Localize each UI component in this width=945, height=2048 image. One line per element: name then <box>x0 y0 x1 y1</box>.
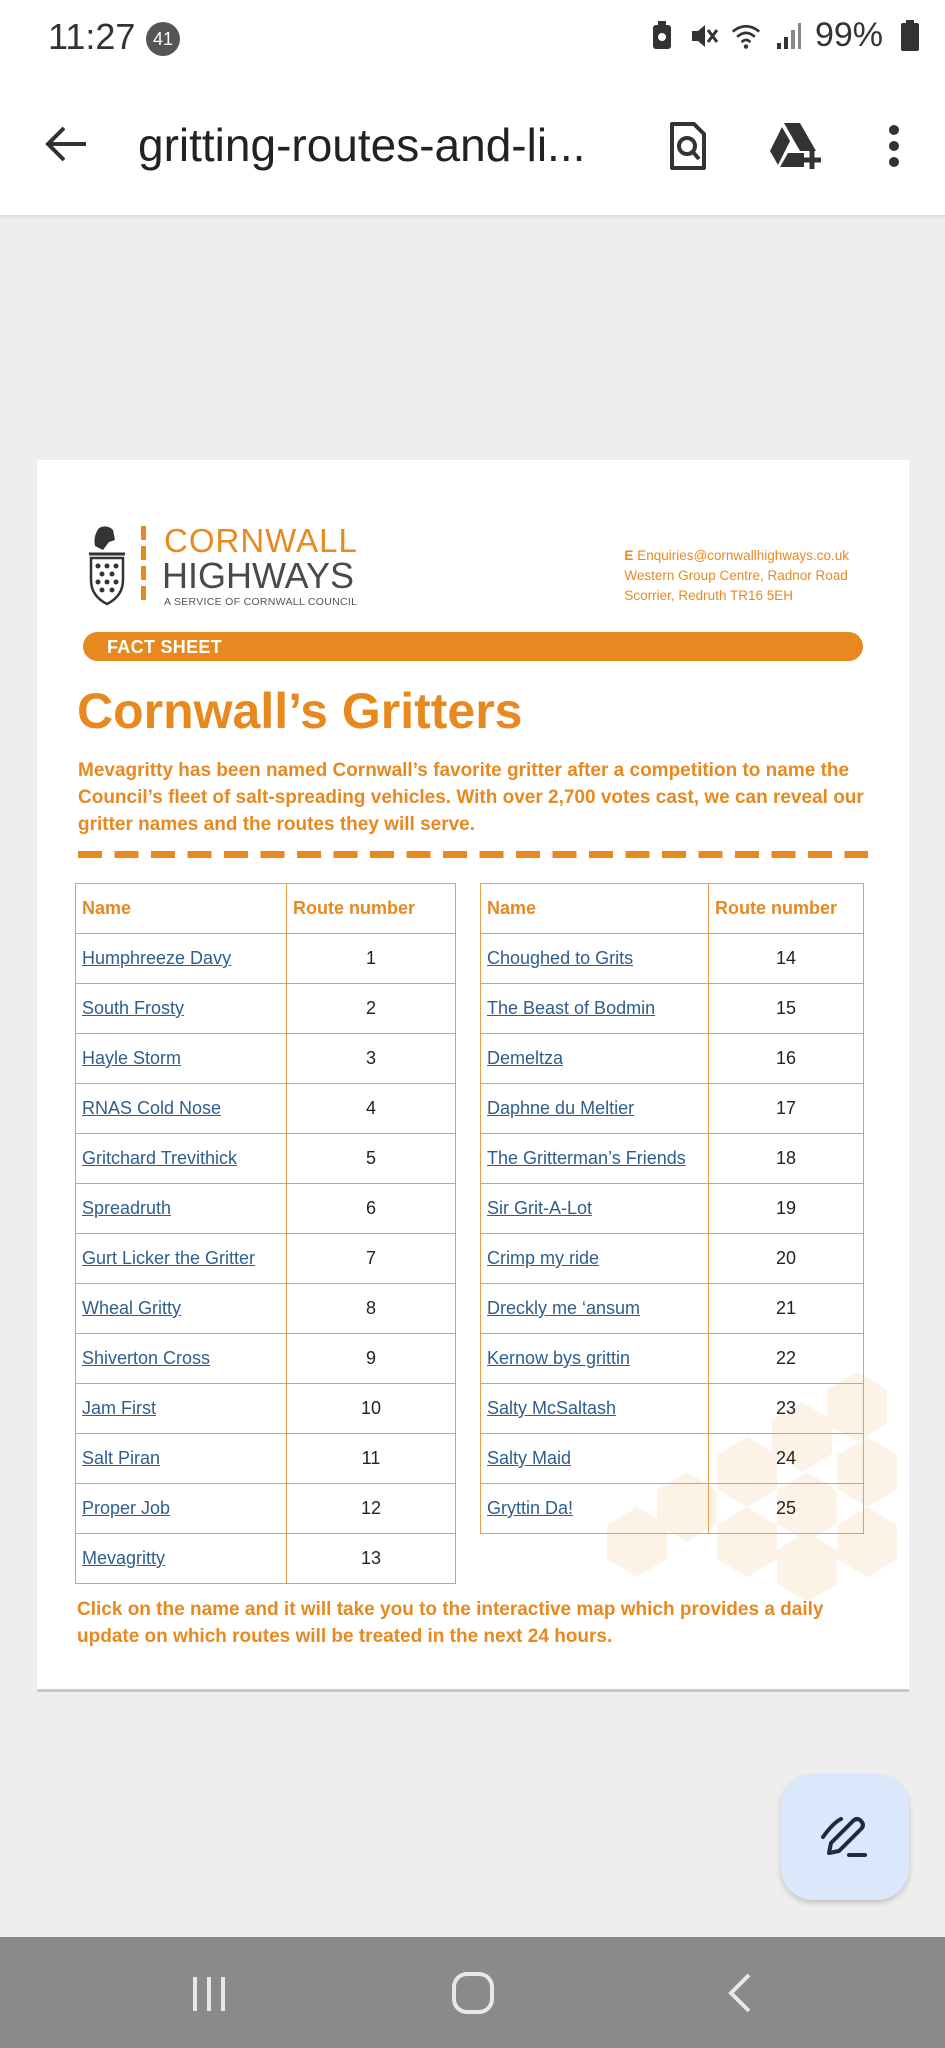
intro-paragraph: Mevagritty has been named Cornwall’s favorite gritter after a competition to name the Council’s fleet of salt-spreading vehicles. With over 2,700 votes cast, we can reveal our gritter names and the routes they will serve. <box>78 760 864 835</box>
document-search-icon <box>666 121 708 171</box>
gritter-name-link[interactable]: Gurt Licker the Gritter <box>76 1234 287 1284</box>
table-header-row <box>76 884 456 934</box>
route-number: 4 <box>287 1084 456 1134</box>
route-number: 8 <box>287 1284 456 1334</box>
gritter-name-link[interactable]: Shiverton Cross <box>76 1334 287 1384</box>
gritter-name-link[interactable]: Kernow bys grittin <box>481 1334 709 1384</box>
table-row <box>76 1534 456 1584</box>
route-number: 13 <box>287 1534 456 1584</box>
contact-block <box>624 546 849 606</box>
route-number: 14 <box>709 934 864 984</box>
route-number: 15 <box>709 984 864 1034</box>
gritter-name-link[interactable]: Hayle Storm <box>76 1034 287 1084</box>
app-bar <box>0 78 945 216</box>
search-document-button[interactable] <box>655 114 719 178</box>
cornwall-crest-icon <box>85 524 129 606</box>
route-number: 5 <box>287 1134 456 1184</box>
gritter-name-link[interactable]: Jam First <box>76 1384 287 1434</box>
gritter-name-link[interactable]: Salty Maid <box>481 1434 709 1484</box>
battery-icon <box>895 19 925 53</box>
back-button[interactable] <box>36 114 96 174</box>
notification-count-badge: 41 <box>146 22 180 56</box>
gritter-name-link[interactable]: Salt Piran <box>76 1434 287 1484</box>
table-row <box>481 1184 864 1234</box>
route-number: 1 <box>287 934 456 984</box>
table-row <box>481 1284 864 1334</box>
dashed-divider <box>78 851 868 858</box>
table-row <box>76 1184 456 1234</box>
table-header-row <box>481 884 864 934</box>
contact-address-line-1: Western Group Centre, Radnor Road <box>624 568 848 583</box>
table-row <box>76 1434 456 1484</box>
gritter-name-link[interactable]: Daphne du Meltier <box>481 1084 709 1134</box>
add-to-drive-button[interactable] <box>764 114 828 178</box>
route-number: 21 <box>709 1284 864 1334</box>
contact-address-line-2: Scorrier, Redruth TR16 5EH <box>624 588 793 603</box>
logo-service-text: A SERVICE OF CORNWALL COUNCIL <box>164 596 358 608</box>
arrow-left-icon <box>44 124 88 164</box>
navigation-bar <box>0 1937 945 2048</box>
gritter-name-link[interactable]: Dreckly me ‘ansum <box>481 1284 709 1334</box>
table-row <box>481 1134 864 1184</box>
status-bar <box>0 0 945 78</box>
gritter-name-link[interactable]: Crimp my ride <box>481 1234 709 1284</box>
table-row <box>481 934 864 984</box>
table-row <box>76 1134 456 1184</box>
gritter-name-link[interactable]: The Gritterman’s Friends <box>481 1134 709 1184</box>
logo-cornwall-text: CORNWALL <box>164 522 358 559</box>
document-title: gritting-routes-and-li... <box>138 119 586 171</box>
table-row <box>76 1084 456 1134</box>
route-number: 25 <box>709 1484 864 1534</box>
table-row <box>76 1484 456 1534</box>
table-row <box>481 984 864 1034</box>
table-row <box>76 1034 456 1084</box>
wifi-icon <box>731 19 761 53</box>
table-row <box>481 1334 864 1384</box>
recents-icon <box>189 1973 229 2013</box>
gritter-name-link[interactable]: Gryttin Da! <box>481 1484 709 1534</box>
contact-email-label: E <box>624 548 634 563</box>
battery-saver-icon <box>647 19 677 53</box>
route-number: 11 <box>287 1434 456 1484</box>
route-number: 23 <box>709 1384 864 1434</box>
gritter-name-link[interactable]: Sir Grit-A-Lot <box>481 1184 709 1234</box>
table-row <box>481 1084 864 1134</box>
gritter-name-link[interactable]: Mevagritty <box>76 1534 287 1584</box>
home-icon <box>450 1970 496 2016</box>
table-row <box>481 1234 864 1284</box>
gritter-name-link[interactable]: Wheal Gritty <box>76 1284 287 1334</box>
home-button[interactable] <box>443 1967 503 2019</box>
gritter-name-link[interactable]: Demeltza <box>481 1034 709 1084</box>
table-row <box>481 1484 864 1534</box>
logo-divider <box>141 526 146 602</box>
gritters-table-left <box>75 883 456 1584</box>
recents-button[interactable] <box>179 1967 239 2019</box>
table-row <box>76 1234 456 1284</box>
route-number: 16 <box>709 1034 864 1084</box>
route-number: 10 <box>287 1384 456 1434</box>
route-number: 6 <box>287 1184 456 1234</box>
table-row <box>481 1034 864 1084</box>
edit-pen-icon <box>819 1811 871 1863</box>
status-time: 11:27 <box>48 16 136 57</box>
page-heading: Cornwall’s Gritters <box>77 683 523 739</box>
header-route-number: Route number <box>287 884 456 934</box>
back-chevron-icon <box>725 1971 755 2015</box>
battery-percent: 99% <box>814 16 883 54</box>
gritter-name-link[interactable]: Gritchard Trevithick <box>76 1134 287 1184</box>
gritters-table-right <box>480 883 864 1534</box>
mute-icon <box>689 19 719 53</box>
gritter-name-link[interactable]: Choughed to Grits <box>481 934 709 984</box>
document-page <box>37 460 909 1692</box>
route-number: 24 <box>709 1434 864 1484</box>
table-row <box>76 984 456 1034</box>
gritter-name-link[interactable]: Spreadruth <box>76 1184 287 1234</box>
footer-note: Click on the name and it will take you to the interactive map which provides a daily update on which routes will be treated in the next 24 hours. <box>77 1599 824 1647</box>
route-number: 2 <box>287 984 456 1034</box>
fact-sheet-banner <box>83 632 863 661</box>
edit-fab-button[interactable] <box>781 1774 909 1900</box>
gritter-name-link[interactable]: RNAS Cold Nose <box>76 1084 287 1134</box>
route-number: 22 <box>709 1334 864 1384</box>
google-drive-add-icon <box>768 121 824 171</box>
route-number: 12 <box>287 1484 456 1534</box>
header-name: Name <box>76 884 287 934</box>
gritter-name-link[interactable]: The Beast of Bodmin <box>481 984 709 1034</box>
gritter-name-link[interactable]: Proper Job <box>76 1484 287 1534</box>
status-icons <box>647 16 925 55</box>
route-number: 9 <box>287 1334 456 1384</box>
table-row <box>76 1384 456 1434</box>
table-row <box>76 934 456 984</box>
route-number: 17 <box>709 1084 864 1134</box>
route-number: 19 <box>709 1184 864 1234</box>
table-row <box>76 1334 456 1384</box>
logo-highways-text: HIGHWAYS <box>162 555 355 596</box>
system-back-button[interactable] <box>710 1967 770 2019</box>
contact-email[interactable]: Enquiries@cornwallhighways.co.uk <box>637 548 849 563</box>
signal-icon <box>773 19 803 53</box>
table-row <box>76 1284 456 1334</box>
route-number: 18 <box>709 1134 864 1184</box>
gritter-name-link[interactable]: Humphreeze Davy <box>76 934 287 984</box>
fact-sheet-label: FACT SHEET <box>107 637 223 657</box>
header-route-number: Route number <box>709 884 864 934</box>
gritter-name-link[interactable]: South Frosty <box>76 984 287 1034</box>
table-row <box>481 1384 864 1434</box>
gritter-name-link[interactable]: Salty McSaltash <box>481 1384 709 1434</box>
table-row <box>481 1434 864 1484</box>
more-options-button[interactable] <box>862 114 926 178</box>
route-number: 3 <box>287 1034 456 1084</box>
more-vertical-icon <box>888 124 900 168</box>
route-number: 7 <box>287 1234 456 1284</box>
route-number: 20 <box>709 1234 864 1284</box>
header-name: Name <box>481 884 709 934</box>
